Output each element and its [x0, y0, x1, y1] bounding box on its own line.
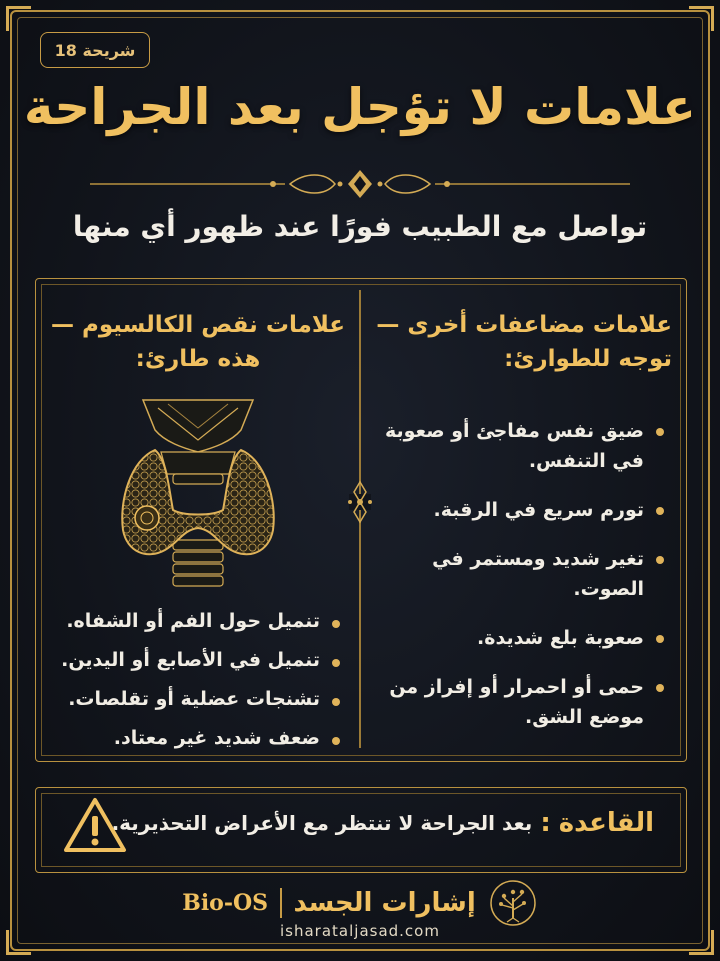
- list-item: حمى أو احمرار أو إفراز من موضع الشق.: [372, 672, 672, 732]
- brand-footer: [0, 878, 720, 928]
- other-complications-heading: علامات مضاعفات أخرى — توجه للطوارئ:: [376, 312, 672, 372]
- brand-separator: [280, 888, 282, 918]
- rule-colon: :: [540, 808, 551, 838]
- corner-ornament: [689, 6, 714, 31]
- rule-label: القاعدة: [558, 808, 654, 838]
- list-item: تشنجات عضلية أو تقلصات.: [48, 686, 348, 712]
- subtitle: تواصل مع الطبيب فورًا عند ظهور أي منها: [72, 210, 648, 243]
- other-complications-column: [372, 308, 672, 751]
- list-item: تورم سريع في الرقبة.: [372, 495, 672, 525]
- list-item: تنميل في الأصابع أو اليدين.: [48, 647, 348, 673]
- warning-icon: [62, 796, 128, 856]
- ornament-divider: [90, 164, 630, 204]
- brand-english-name: Bio-OS: [182, 890, 269, 916]
- slide-number-badge: شريحة 18: [40, 32, 150, 68]
- calcium-deficiency-heading: علامات نقص الكالسيوم — هذه طارئ:: [51, 312, 345, 372]
- list-item: تنميل حول الفم أو الشفاه.: [48, 608, 348, 634]
- brand-arabic-name: إشارات الجسد: [293, 888, 476, 918]
- column-ornament: [345, 478, 375, 526]
- thyroid-illustration: [113, 390, 283, 590]
- list-item: ضعف شديد غير معتاد.: [48, 725, 348, 751]
- list-item: صعوبة بلع شديدة.: [372, 623, 672, 653]
- tree-logo-icon: [488, 878, 538, 928]
- corner-ornament: [6, 6, 31, 31]
- other-complications-list: [372, 416, 672, 732]
- page-title: علامات لا تؤجل بعد الجراحة: [23, 78, 697, 136]
- rule-text: بعد الجراحة لا تنتظر مع الأعراض التحذيرية.: [111, 811, 533, 835]
- list-item: ضيق نفس مفاجئ أو صعوبة في التنفس.: [372, 416, 672, 476]
- list-item: تغير شديد ومستمر في الصوت.: [372, 544, 672, 604]
- rule-statement: [112, 808, 654, 838]
- calcium-deficiency-column: [48, 308, 348, 764]
- calcium-deficiency-list: [48, 608, 348, 751]
- brand-url[interactable]: isharataljasad.com: [280, 922, 440, 940]
